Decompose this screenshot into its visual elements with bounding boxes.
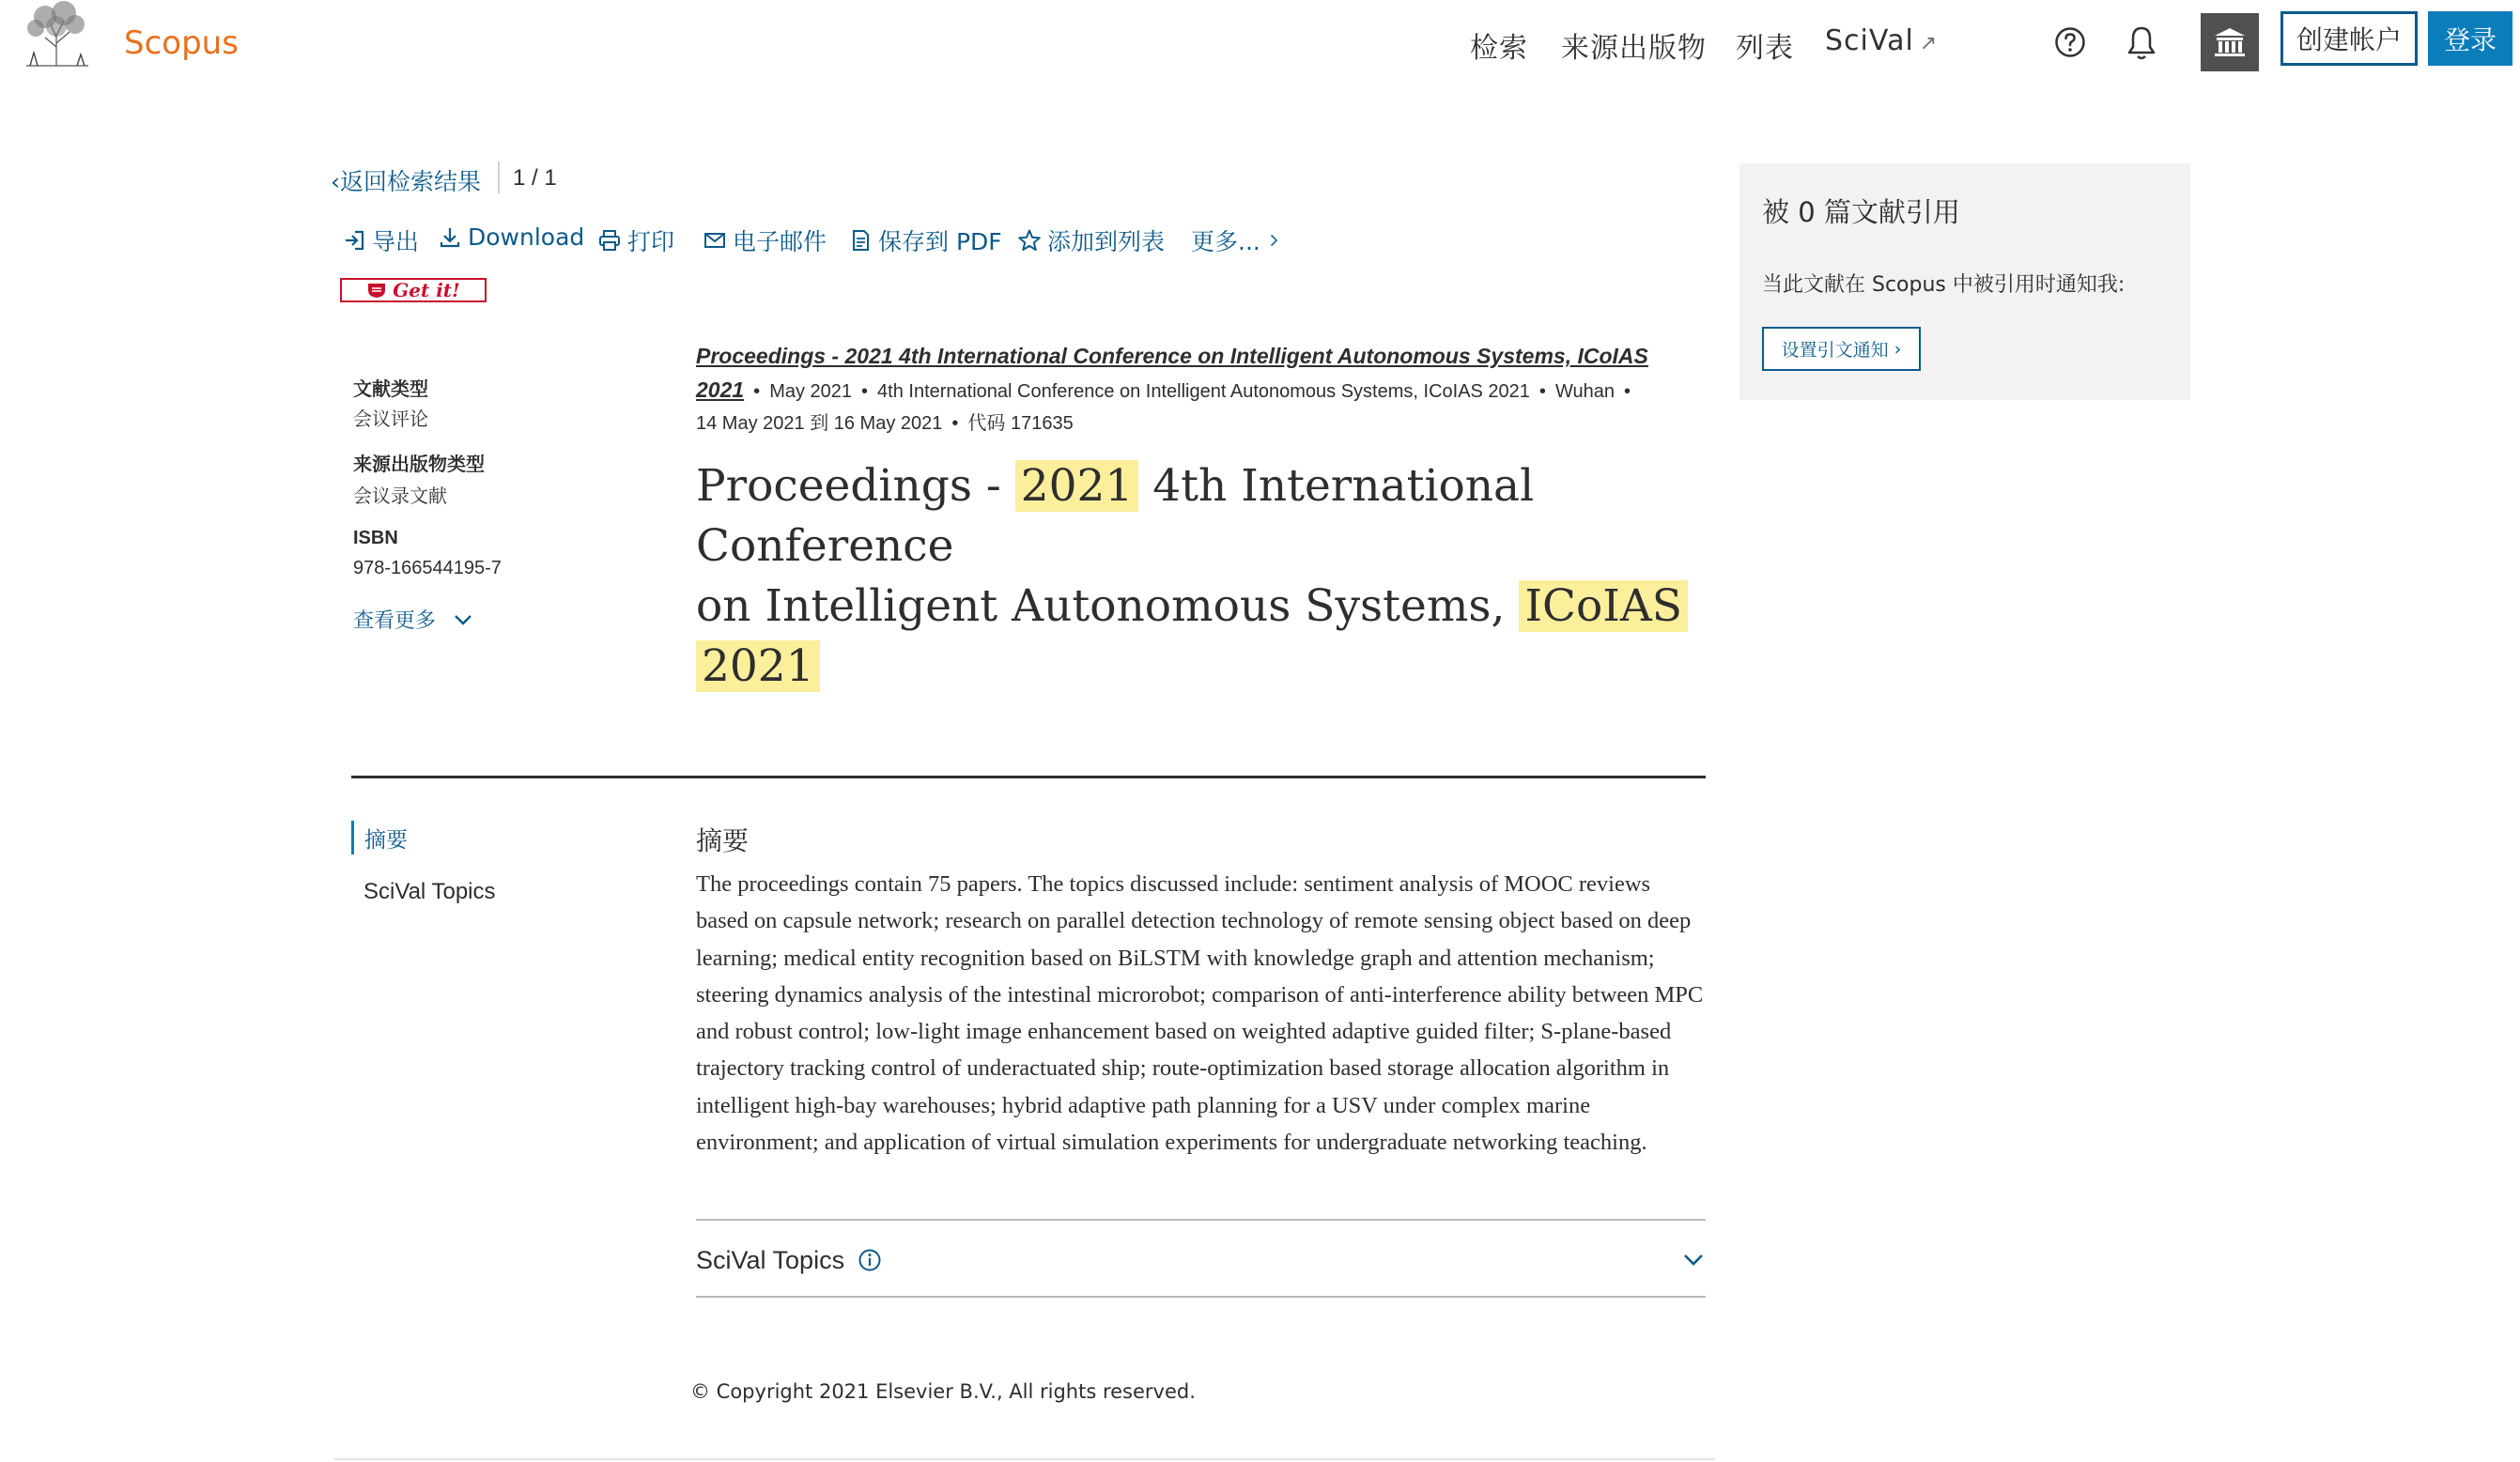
divider [696,1296,1706,1298]
institution-icon [2212,24,2248,60]
section-divider [351,776,1706,778]
email-icon [703,228,727,253]
email-button[interactable] [703,223,827,257]
export-icon [342,228,366,253]
citation-notify-text: 当此文献在 Scopus 中被引用时通知我: [1762,273,2126,297]
abstract-heading: 摘要 [696,825,750,856]
title-highlight: ICoIAS [1519,580,1688,632]
scopus-logo-text[interactable]: Scopus [124,24,239,62]
divider [498,162,500,193]
chevron-down-icon[interactable] [1681,1252,1706,1269]
set-citation-alert-button[interactable] [1762,327,1921,371]
printer-icon [597,228,622,253]
source-date: May 2021 [769,381,853,402]
chevron-right-icon: › [1888,338,1902,360]
bell-icon[interactable] [2125,24,2158,62]
more-button[interactable] [1191,223,1283,257]
isbn-value: 978-166544195-7 [353,558,502,578]
download-button[interactable] [438,223,584,251]
source-type-label: 来源出版物类型 [353,453,485,475]
save-pdf-button[interactable] [848,223,1002,257]
isbn-label: ISBN [353,528,398,548]
source-title-link[interactable]: Proceedings - 2021 4th International Conference on Intelligent Autonomous Systems, ICoIAS [696,344,1648,368]
add-to-list-label: 添加到列表 [1047,228,1166,255]
chevron-right-icon [1266,228,1283,253]
result-paging: 1 / 1 [513,165,557,191]
pdf-icon [848,228,873,253]
title-text: on Intelligent Autonomous Systems, [696,580,1520,632]
source-type-value: 会议录文献 [353,485,447,507]
nav-sources[interactable]: 来源出版物 [1561,32,1707,65]
source-location: Wuhan [1554,381,1615,402]
nav-scival[interactable] [1825,24,1938,57]
chevron-left-icon: ‹ [331,168,340,195]
set-citation-alert-label: 设置引文通知 [1781,340,1889,361]
external-link-icon: ↗ [1919,32,1939,55]
copyright-text: © Copyright 2021 Elsevier B.V., All rights reserved. [690,1380,1196,1403]
nav-lists[interactable]: 列表 [1736,32,1794,65]
title-highlight: 2021 [1015,460,1139,512]
more-label: 更多... [1191,228,1260,255]
source-code: 代码 171635 [967,413,1074,434]
export-button[interactable] [342,223,419,257]
see-more-link[interactable] [353,605,473,634]
section-nav-scival-topics[interactable]: SciVal Topics [363,879,496,904]
institution-button[interactable] [2201,13,2259,71]
save-pdf-label: 保存到 PDF [878,228,1002,255]
get-it-logo-icon [366,282,387,299]
download-label: Download [468,223,585,251]
footer-divider [334,1458,1715,1460]
title-text: Proceedings - [696,460,1015,512]
title-highlight: 2021 [696,640,820,692]
star-icon [1017,228,1042,253]
title-text: 4th International Conference [696,460,1535,572]
print-button[interactable] [597,223,674,257]
see-more-label: 查看更多 [353,609,437,633]
source-title-link-year[interactable]: 2021 [696,377,745,402]
source-conference: 4th International Conference on Intelligent Autonomous Systems, ICoIAS 2021 [877,381,1530,402]
get-it-button[interactable] [340,278,487,302]
divider [696,1219,1706,1221]
back-to-results-label: 返回检索结果 [340,168,482,195]
nav-scival-label: SciVal [1825,24,1914,57]
download-icon [438,225,462,250]
export-label: 导出 [372,228,420,255]
back-to-results-link[interactable] [331,163,481,197]
scival-topics-accordion[interactable] [696,1238,1706,1283]
cited-by-count: 被 0 篇文献引用 [1762,196,1960,228]
nav-search[interactable]: 检索 [1470,32,1528,65]
elsevier-tree-logo[interactable] [17,0,96,68]
add-to-list-button[interactable] [1017,223,1165,257]
info-icon[interactable] [858,1248,882,1272]
section-nav-abstract[interactable]: 摘要 [364,828,408,853]
doc-type-value: 会议评论 [353,408,428,430]
source-info: Proceedings - 2021 4th International Conference on Intelligent Autonomous Systems, ICoIAS 2021 • May 2021 • 4th International Conference on Intelligent Autonomous Systems, ICoIAS 2021 • Wuhan • 14 May 2021 到 16 May 2021 • 代码 171635 [696,344,1648,434]
document-title [696,456,1729,697]
create-account-button[interactable]: 创建帐户 [2280,11,2418,66]
email-label: 电子邮件 [733,228,827,255]
help-icon[interactable] [2054,26,2086,58]
scival-topics-label: SciVal Topics [696,1245,845,1274]
sign-in-button[interactable]: 登录 [2428,11,2512,66]
source-dates: 14 May 2021 到 16 May 2021 [696,413,943,434]
abstract-text: The proceedings contain 75 papers. The topics discussed include: sentiment analysis of MOOC reviews based on capsule network; research on parallel detection technology of remote sensing object based on deep learning; medical entity recognition based on BiLSTM with knowledge graph and attention mechanism; steering dynamics analysis of the intestinal microrobot; comparison of anti-interference ability between MPC and robust control; low-light image enhancement based on weighted adaptive guided filter; S-plane-based trajectory tracking control of underactuated ship; route-optimization based storage allocation algorithm in intelligent high-bay warehouses; hybrid adaptive path planning for a USV under complex marine environment; and application of virtual simulation experiments for undergraduate networking teaching. [696,871,1704,1156]
get-it-label: Get it! [393,279,460,301]
active-indicator [351,821,354,854]
print-label: 打印 [627,228,675,255]
doc-type-label: 文献类型 [353,377,428,400]
chevron-down-icon [453,613,473,626]
